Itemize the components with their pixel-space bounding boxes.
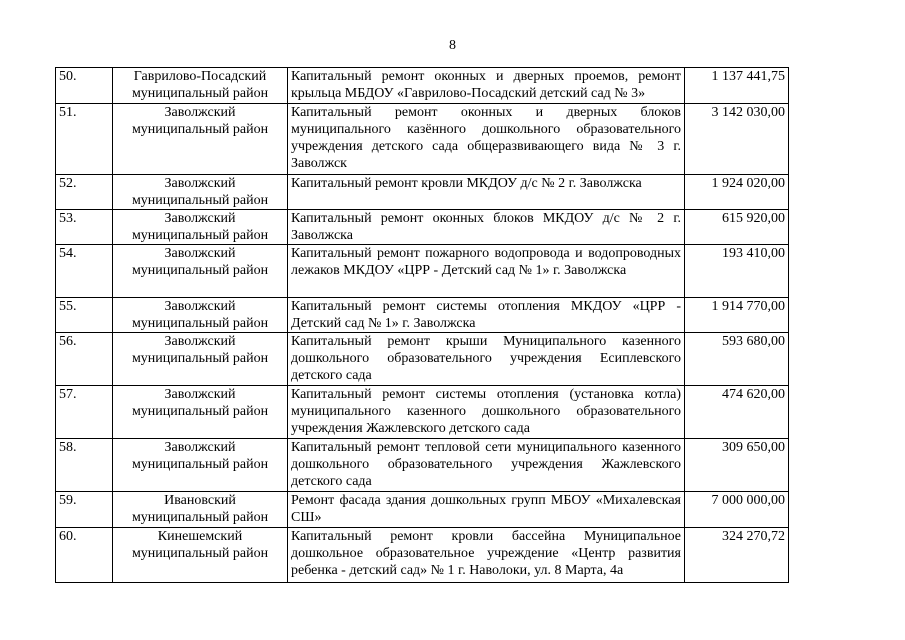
table-row [56,298,789,333]
row-number: 58. [56,439,113,492]
district-name: Заволжский муниципальный район [113,245,288,298]
page-number: 8 [449,38,456,53]
row-number: 53. [56,210,113,245]
table-row [56,333,789,386]
work-description: Капитальный ремонт кровли МКДОУ д/с № 2 г. Заволжска [288,175,685,210]
district-name: Заволжский муниципальный район [113,104,288,175]
district-name: Заволжский муниципальный район [113,210,288,245]
row-number: 54. [56,245,113,298]
amount: 7 000 000,00 [685,492,789,528]
work-description: Капитальный ремонт оконных и дверных блоков муниципального казённого дошкольного образовательного учреждения детского сада общеразвивающего вида № 3 г. Заволжск [288,104,685,175]
amount: 193 410,00 [685,245,789,298]
table-row [56,104,789,175]
row-number: 57. [56,386,113,439]
amount: 593 680,00 [685,333,789,386]
district-name: Заволжский муниципальный район [113,298,288,333]
row-number: 52. [56,175,113,210]
row-number: 55. [56,298,113,333]
amount: 615 920,00 [685,210,789,245]
work-description: Капитальный ремонт системы отопления (установка котла) муниципального казенного дошкольного образовательного учреждения Жажлевского детского сада [288,386,685,439]
work-description: Капитальный ремонт оконных и дверных проемов, ремонт крыльца МБДОУ «Гаврилово-Посадский детский сад № 3» [288,68,685,104]
amount: 1 924 020,00 [685,175,789,210]
table-row [56,439,789,492]
work-description: Капитальный ремонт пожарного водопровода и водопроводных лежаков МКДОУ «ЦРР - Детский сад № 1» г. Заволжска [288,245,685,298]
work-description: Ремонт фасада здания дошкольных групп МБОУ «Михалевская СШ» [288,492,685,528]
amount: 474 620,00 [685,386,789,439]
table-row [56,245,789,298]
work-description: Капитальный ремонт оконных блоков МКДОУ д/с № 2 г. Заволжска [288,210,685,245]
district-name: Кинешемский муниципальный район [113,528,288,583]
row-number: 59. [56,492,113,528]
district-name: Заволжский муниципальный район [113,175,288,210]
work-description: Капитальный ремонт кровли бассейна Муниципальное дошкольное образовательное учреждение «Центр развития ребенка - детский сад» № 1 г. Наволоки, ул. 8 Марта, 4а [288,528,685,583]
table-row [56,175,789,210]
repair-table [55,67,789,583]
district-name: Ивановский муниципальный район [113,492,288,528]
work-description: Капитальный ремонт системы отопления МКДОУ «ЦРР - Детский сад № 1» г. Заволжска [288,298,685,333]
table-row [56,210,789,245]
amount: 1 137 441,75 [685,68,789,104]
amount: 3 142 030,00 [685,104,789,175]
amount: 309 650,00 [685,439,789,492]
district-name: Заволжский муниципальный район [113,333,288,386]
row-number: 56. [56,333,113,386]
table-row [56,528,789,583]
work-description: Капитальный ремонт тепловой сети муниципального казенного дошкольного образовательного учреждения Жажлевского детского сада [288,439,685,492]
row-number: 50. [56,68,113,104]
table-row [56,68,789,104]
row-number: 51. [56,104,113,175]
table-row [56,492,789,528]
work-description: Капитальный ремонт крыши Муниципального казенного дошкольного образовательного учреждения Есиплевского детского сада [288,333,685,386]
amount: 324 270,72 [685,528,789,583]
table-row [56,386,789,439]
district-name: Гаврилово-Посадский муниципальный район [113,68,288,104]
district-name: Заволжский муниципальный район [113,386,288,439]
amount: 1 914 770,00 [685,298,789,333]
row-number: 60. [56,528,113,583]
district-name: Заволжский муниципальный район [113,439,288,492]
